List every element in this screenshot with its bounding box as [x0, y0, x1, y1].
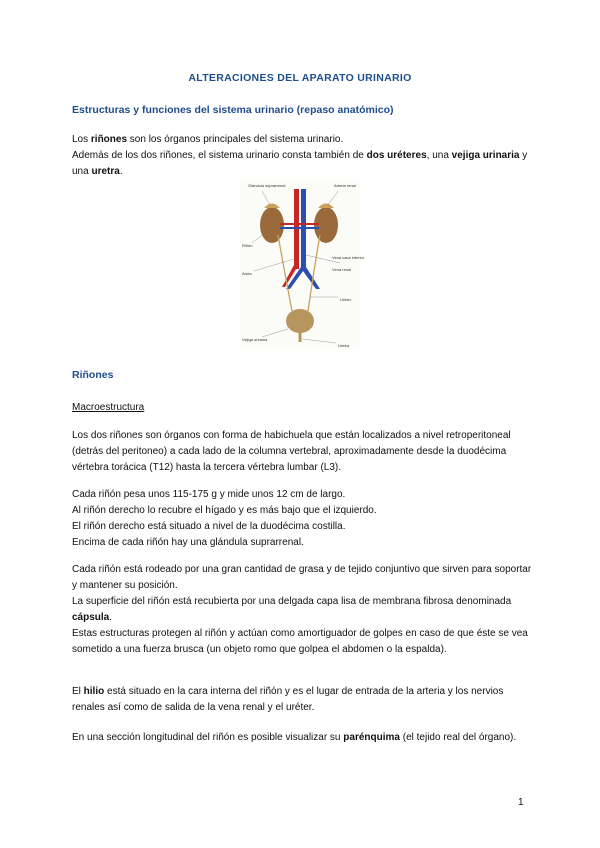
urinary-system-illustration: [240, 179, 365, 349]
left-adrenal-gland: [264, 204, 280, 209]
left-renal-vein: [280, 227, 301, 229]
label-vejiga: Vejiga urinaria: [242, 337, 268, 342]
section-heading-structures: Estructuras y funciones del sistema urinario (repaso anatómico): [72, 104, 394, 116]
intro-paragraph: Los riñones son los órganos principales del sistema urinario. Además de los dos riñones, el sistema urinario consta también de dos uréteres, una vejiga urinaria y una uretra.: [72, 134, 528, 177]
label-arteria: Arteria renal: [334, 183, 356, 188]
urethra: [299, 332, 302, 342]
label-vena-renal: Vena renal: [332, 267, 352, 272]
label-glandula: Glándula suprarrenal: [248, 183, 286, 188]
label-rinon: Riñón: [242, 243, 253, 248]
urinary-system-figure: [240, 179, 365, 349]
text-line: Al riñón derecho lo recubre el hígado y es más bajo que el izquierdo.: [72, 505, 377, 516]
paragraph-size-position: [72, 487, 532, 551]
page-number: 1: [518, 797, 524, 808]
subheading-macroestructura: Macroestructura: [72, 402, 145, 413]
right-adrenal-gland: [318, 204, 334, 209]
left-renal-artery: [280, 223, 295, 225]
label-vena-cava: Vena cava inferior: [332, 255, 365, 260]
label-aorta: Aorta: [242, 271, 252, 276]
section-heading-rinones: Riñones: [72, 369, 114, 381]
paragraph-hilio: El hilio está situado en la cara interna del riñón y es el lugar de entrada de la arteria y los nervios renales así como de salida de la vena renal y el uréter.: [72, 686, 504, 713]
text-line: La superficie del riñón está recubierta por una delgada capa lisa de membrana fibrosa denominada cápsula.: [72, 596, 512, 623]
label-ureter: Uréter: [340, 297, 352, 302]
document-title: ALTERACIONES DEL APARATO URINARIO: [188, 72, 412, 84]
text-line: Encima de cada riñón hay una glándula suprarrenal.: [72, 537, 304, 548]
paragraph-capsule: [72, 562, 532, 658]
vena-cava: [301, 189, 306, 269]
iliac-veins: [286, 267, 320, 289]
bladder: [286, 309, 314, 333]
paragraph-location: Los dos riñones son órganos con forma de habichuela que están localizados a nivel retroperitoneal (detrás del peritoneo) a cada lado de la columna vertebral, aproximadamente desde la duodécima vértebra torácica (T12) hasta la tercera vértebra lumbar (L3).: [72, 430, 511, 473]
text-line: El riñón derecho está situado a nivel de la duodécima costilla.: [72, 521, 346, 532]
label-uretra: Uretra: [338, 343, 350, 348]
right-renal-artery: [299, 223, 319, 225]
text-line: Estas estructuras protegen al riñón y actúan como amortiguador de golpes en caso de que éste se vea sometido a una fuerza brusca (un objeto romo que golpea el abdomen o la espalda).: [72, 628, 528, 655]
text-line: Cada riñón pesa unos 115-175 g y mide unos 12 cm de largo.: [72, 489, 346, 500]
right-renal-vein: [306, 227, 319, 229]
paragraph-parenquima: En una sección longitudinal del riñón es posible visualizar su parénquima (el tejido real del órgano).: [72, 732, 517, 743]
text-line: Cada riñón está rodeado por una gran cantidad de grasa y de tejido conjuntivo que sirven para soportar y mantener su posición.: [72, 564, 532, 591]
